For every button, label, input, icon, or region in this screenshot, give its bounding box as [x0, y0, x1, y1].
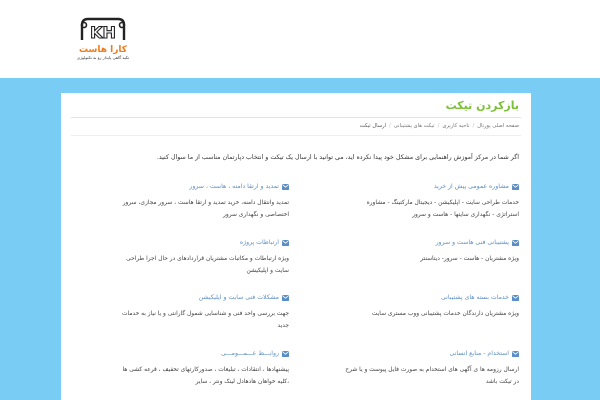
department-title: خدمات بسته های پشتیبانی: [440, 294, 509, 301]
department-description: تمدید وانتقال دامنه، خرید تمدید و ارتقا هاست ، سرور مجازی، سرور اختصاصی و نگهداری سرور: [122, 200, 289, 218]
department-renewals: [113, 183, 289, 221]
envelope-icon: [512, 295, 519, 301]
department-link[interactable]: [113, 294, 289, 301]
department-pre-sales: [343, 183, 519, 221]
breadcrumb-support-tickets[interactable]: تیکت های پشتیبانی: [393, 123, 435, 129]
envelope-icon: [512, 351, 519, 357]
department-public-relations: [113, 350, 289, 388]
intro-text: اگر شما در مرکز آموزش راهنمایی برای مشکل خود پیدا نکرده اید، می توانید با ارسال یک تیکت و انتخاب دپارتمان مناسب از ما سوال کنید.: [156, 154, 519, 161]
department-link[interactable]: [113, 350, 289, 357]
department-title: روابـــط عـــمـــومـــی: [221, 350, 279, 357]
envelope-icon: [282, 295, 289, 301]
brand-logo[interactable]: [72, 16, 134, 68]
page-title: بازکردن تیکت: [445, 99, 519, 112]
department-link[interactable]: [113, 183, 289, 190]
breadcrumb-divider: [71, 135, 521, 136]
envelope-icon: [512, 240, 519, 246]
breadcrumb-separator: /: [437, 123, 440, 129]
envelope-icon: [282, 184, 289, 190]
department-support-packages: [343, 294, 519, 320]
department-link[interactable]: [113, 239, 289, 246]
department-description: ارسال رزومه ها ی آگهی های استخدام به صورت فایل پیوست و یا شرح در تیکت باشد: [345, 367, 519, 385]
department-description: جهت بررسی واحد فنی و شناسایی شمول گارانتی و یا نیاز به خدمات جدید: [122, 311, 289, 329]
department-title: مشاوره عمومی پیش از خرید: [433, 183, 509, 190]
department-link[interactable]: [343, 350, 519, 357]
breadcrumb-client-area[interactable]: ناحیه کاربری: [442, 123, 470, 129]
department-hosting-support: [343, 239, 519, 265]
department-description: ویژه مشتریان - هاست - سرور- دیتاسنتر: [420, 256, 519, 262]
content-panel: [61, 93, 531, 400]
department-link[interactable]: [343, 294, 519, 301]
department-site-technical-issues: [113, 294, 289, 332]
department-description: ویژه ارتباطات و مکاتبات مشتریان قراردادهای در حال اجرا طراحی سایت و اپلیکیشن: [126, 256, 289, 274]
envelope-icon: [282, 240, 289, 246]
department-title: مشکلات فنی سایت و اپلیکیشن: [198, 294, 279, 301]
breadcrumb-separator: /: [472, 123, 475, 129]
department-recruitment: [343, 350, 519, 388]
department-project-communications: [113, 239, 289, 277]
department-link[interactable]: [343, 239, 519, 246]
logo-mark: [76, 16, 130, 44]
site-header: [0, 0, 600, 78]
department-description: خدمات طراحی سایت - اپلیکیشن - دیجیتال مارکتینگ - مشاوره استراتژی - نگهداری سایتها - هاست و سرور: [366, 200, 519, 218]
department-title: ارتباطات پروژه: [239, 239, 279, 246]
department-link[interactable]: [343, 183, 519, 190]
logo-name: کارا هاست: [79, 45, 128, 55]
breadcrumb-separator: /: [389, 123, 391, 129]
department-description: پیشنهادها ، انتقادات ، تبلیغات ، صدورکارتهای تخفیف ، قرعه کشی ها ،کلیه خواهان هادهادل لینک ونتر ، سایر: [122, 367, 289, 385]
logo-letters: KH: [90, 23, 116, 42]
envelope-icon: [282, 351, 289, 357]
department-title: تمدید و ارتقا دامنه ، هاست ، سرور: [189, 183, 279, 190]
breadcrumb-current: ارسال تیکت: [359, 123, 387, 129]
logo-tagline: تکیه گاهی پایدار رو به تکنولوژی: [76, 55, 130, 60]
department-title: استخدام - منابع انسانی: [449, 350, 509, 357]
breadcrumb-home[interactable]: صفحه اصلی پورتال: [477, 123, 519, 129]
department-title: پشتیبانی فنی هاست و سرور: [435, 239, 509, 246]
title-divider: [71, 117, 521, 118]
envelope-icon: [512, 184, 519, 190]
department-description: ویژه مشتریان دارندگان خدمات پشتیبانی ووب مستری سایت: [371, 311, 519, 317]
breadcrumb: [360, 120, 519, 132]
